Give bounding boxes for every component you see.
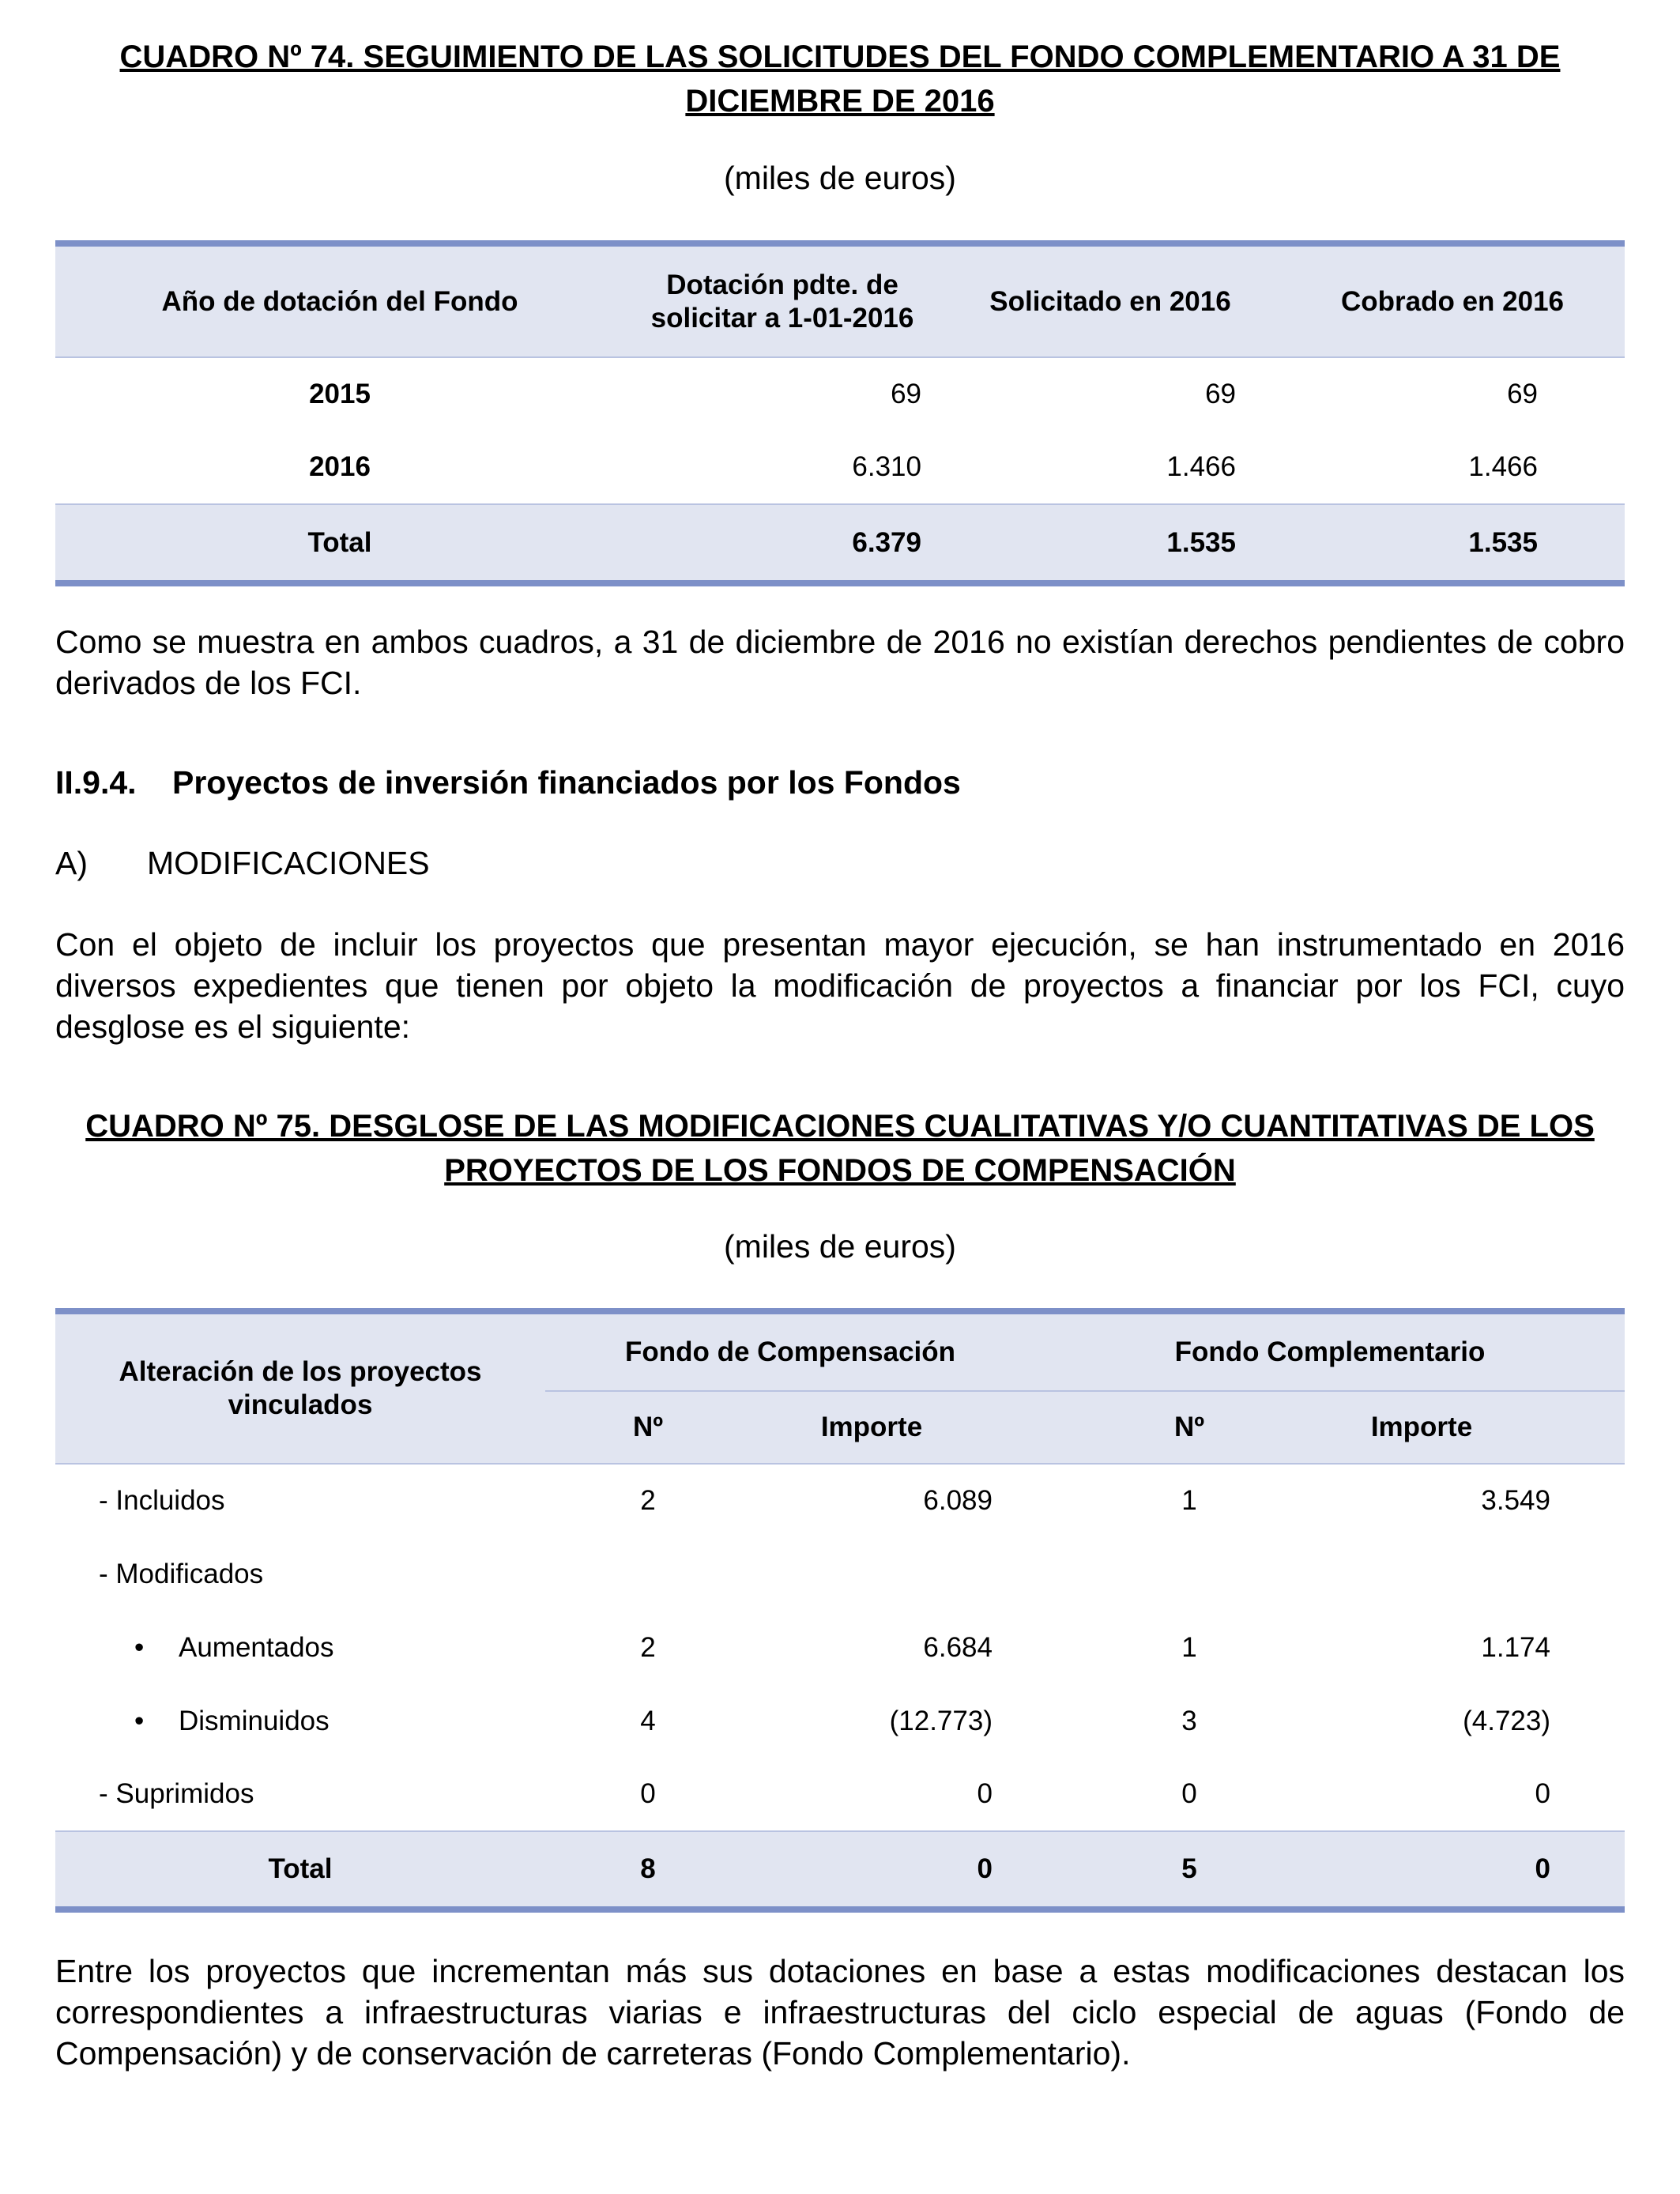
fcomp-n-cell: 1 bbox=[1181, 1631, 1197, 1663]
fcomp-n-cell bbox=[1035, 1537, 1280, 1611]
column-header-n: Nº bbox=[1035, 1391, 1280, 1464]
fc-importe-cell: 0 bbox=[977, 1778, 993, 1809]
paragraph-modificaciones: Con el objeto de incluir los proyectos que presentan mayor ejecución, se han instrumentado en 2016 diversos expedientes que tienen por objeto la modificación de proyectos a financiar por los FCI, cuyo desglose es el siguiente: bbox=[55, 926, 1625, 1045]
cobrado-cell: 1.466 bbox=[1468, 451, 1538, 482]
column-header-importe: Importe bbox=[1280, 1391, 1625, 1464]
total-fc-importe: 0 bbox=[751, 1831, 1035, 1906]
fcomp-importe-cell: (4.723) bbox=[1463, 1705, 1550, 1736]
paragraph-conclusion: Entre los proyectos que incrementan más sus dotaciones en base a estas modificaciones destacan los correspondientes a infraestructuras viarias e infraestructuras del ciclo especial de aguas (Fondo de Compensación) y de conservación de carreteras (Fondo Complementario). bbox=[55, 1953, 1625, 2071]
fc-n-cell: 4 bbox=[640, 1705, 656, 1736]
solicitado-cell: 1.466 bbox=[1166, 451, 1236, 482]
table-row bbox=[55, 1684, 1625, 1758]
row-label-bulleted bbox=[55, 1684, 545, 1758]
row-label: - Modificados bbox=[99, 1558, 264, 1589]
total-label: Total bbox=[55, 1831, 545, 1906]
fcomp-n-cell: 1 bbox=[1035, 1464, 1280, 1537]
column-header: Dotación pdte. de solicitar a 1-01-2016 bbox=[650, 269, 914, 334]
table-top-bar bbox=[55, 240, 1625, 247]
table-header-row bbox=[55, 1314, 1625, 1391]
table-top-bar bbox=[55, 1308, 1625, 1314]
cuadro-74-table bbox=[55, 240, 1625, 586]
cobrado-cell: 69 bbox=[1280, 357, 1625, 431]
fc-importe-cell bbox=[751, 1537, 1035, 1611]
column-header: Solicitado en 2016 bbox=[989, 285, 1231, 317]
year-cell: 2016 bbox=[309, 451, 371, 482]
subsection-title: MODIFICACIONES bbox=[147, 845, 430, 881]
dotacion-cell: 6.310 bbox=[852, 451, 921, 482]
group-header-complementario: Fondo Complementario bbox=[1174, 1336, 1486, 1367]
bullet-icon: • bbox=[134, 1631, 145, 1663]
cuadro-74-title: CUADRO Nº 74. SEGUIMIENTO DE LAS SOLICITUDES DEL FONDO COMPLEMENTARIO A 31 DE DICIEMBRE DE 2016 bbox=[119, 40, 1561, 119]
fc-importe-cell: 6.684 bbox=[923, 1631, 993, 1663]
section-heading bbox=[55, 764, 961, 801]
year-cell: 2015 bbox=[55, 357, 624, 431]
column-header-n: Nº bbox=[545, 1391, 751, 1464]
fcomp-importe-cell: 0 bbox=[1535, 1778, 1550, 1809]
column-header-alteracion: Alteración de los proyectos vinculados bbox=[119, 1356, 482, 1420]
cuadro-75-title: CUADRO Nº 75. DESGLOSE DE LAS MODIFICACIONES CUALITATIVAS Y/O CUANTITATIVAS DE LOS PROYECTOS DE LOS FONDOS DE COMPENSACIÓN bbox=[85, 1109, 1595, 1188]
table-row bbox=[55, 431, 1625, 504]
total-fcomp-importe: 0 bbox=[1280, 1831, 1625, 1906]
solicitado-cell: 69 bbox=[940, 357, 1280, 431]
total-row bbox=[55, 504, 1625, 580]
fcomp-n-cell: 3 bbox=[1181, 1705, 1197, 1736]
cuadro-75-table bbox=[55, 1308, 1625, 1913]
dotacion-cell: 69 bbox=[624, 357, 940, 431]
fc-importe-cell: (12.773) bbox=[889, 1705, 993, 1736]
table-bottom-bar bbox=[55, 1906, 1625, 1913]
fc-n-cell: 2 bbox=[545, 1464, 751, 1537]
total-dotacion: 6.379 bbox=[624, 504, 940, 580]
group-header-compensacion: Fondo de Compensación bbox=[624, 1336, 956, 1367]
table-row bbox=[55, 1611, 1625, 1684]
fc-n-cell bbox=[545, 1537, 751, 1611]
table-header-row bbox=[55, 247, 1625, 357]
total-fcomp-n: 5 bbox=[1035, 1831, 1280, 1906]
table-row bbox=[55, 1758, 1625, 1831]
column-header: Cobrado en 2016 bbox=[1340, 285, 1565, 317]
total-label: Total bbox=[55, 504, 624, 580]
subsection-letter: A) bbox=[55, 845, 88, 881]
total-fc-n: 8 bbox=[545, 1831, 751, 1906]
fcomp-importe-cell bbox=[1280, 1537, 1625, 1611]
fc-importe-cell: 6.089 bbox=[751, 1464, 1035, 1537]
fcomp-importe-cell: 3.549 bbox=[1280, 1464, 1625, 1537]
subsection-heading bbox=[55, 845, 430, 882]
table-row bbox=[55, 357, 1625, 431]
row-label: Aumentados bbox=[179, 1631, 334, 1663]
fcomp-n-cell: 0 bbox=[1181, 1778, 1197, 1809]
bullet-icon: • bbox=[134, 1705, 145, 1736]
row-label: - Incluidos bbox=[55, 1464, 545, 1537]
column-header: Año de dotación del Fondo bbox=[161, 285, 518, 317]
section-number: II.9.4. bbox=[55, 764, 137, 801]
table-row bbox=[55, 1464, 1625, 1537]
cuadro-74-units: (miles de euros) bbox=[724, 160, 956, 196]
column-header-importe: Importe bbox=[751, 1391, 1035, 1464]
total-solicitado: 1.535 bbox=[940, 504, 1280, 580]
row-label: Disminuidos bbox=[179, 1705, 330, 1736]
cuadro-75-units: (miles de euros) bbox=[724, 1228, 956, 1265]
total-row bbox=[55, 1831, 1625, 1906]
section-title: Proyectos de inversión financiados por los Fondos bbox=[172, 764, 961, 801]
fc-n-cell: 0 bbox=[640, 1778, 656, 1809]
paragraph-fci-status: Como se muestra en ambos cuadros, a 31 de diciembre de 2016 no existían derechos pendientes de cobro derivados de los FCI. bbox=[55, 624, 1625, 701]
fcomp-importe-cell: 1.174 bbox=[1481, 1631, 1550, 1663]
table-bottom-bar bbox=[55, 580, 1625, 586]
row-label-bulleted bbox=[55, 1611, 545, 1684]
table-row bbox=[55, 1537, 1625, 1611]
row-label: - Suprimidos bbox=[99, 1778, 254, 1809]
fc-n-cell: 2 bbox=[640, 1631, 656, 1663]
total-cobrado: 1.535 bbox=[1280, 504, 1625, 580]
